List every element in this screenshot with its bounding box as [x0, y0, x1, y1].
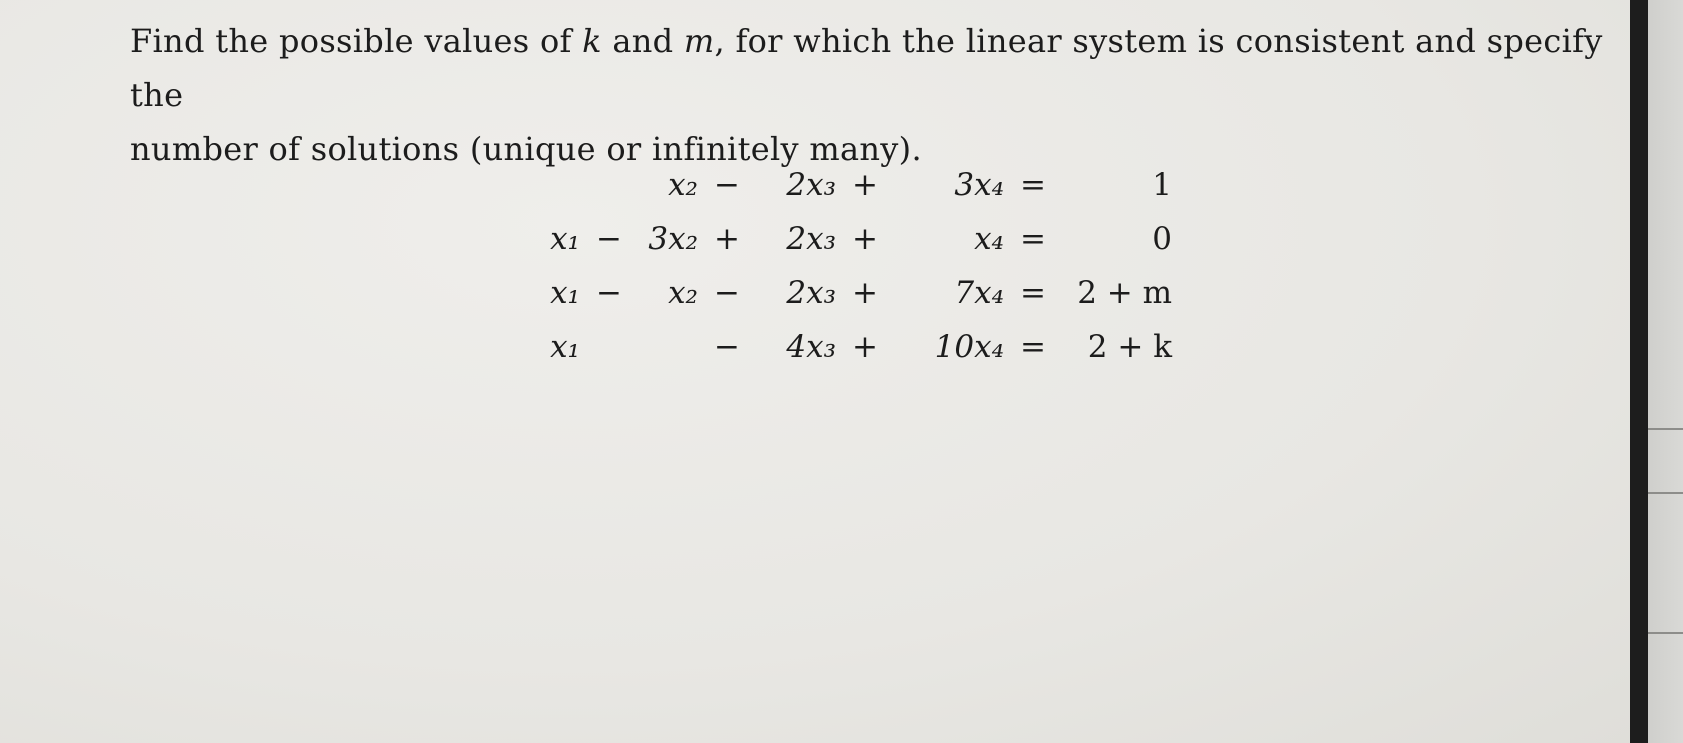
operator: +: [852, 329, 878, 365]
term-x1: [530, 158, 580, 212]
problem-statement: [130, 14, 1610, 176]
term-x4: x₄: [974, 221, 1004, 257]
right-hand-side: 2 + m: [1077, 275, 1172, 311]
term-x3: 4x₃: [786, 329, 836, 365]
term-x3: 2x₃: [786, 167, 836, 203]
problem-line-1: [130, 14, 1610, 122]
term-x2: x₂: [668, 275, 698, 311]
linear-system: [530, 158, 1172, 374]
edge-mark: [1648, 492, 1683, 494]
term-x3: 2x₃: [786, 275, 836, 311]
term-x3: 2x₃: [786, 221, 836, 257]
equals-sign: =: [1020, 329, 1046, 365]
equation-row: [530, 266, 1172, 320]
term-x4: 7x₄: [954, 275, 1004, 311]
screen-bezel: [1630, 0, 1648, 743]
term-x4: 3x₄: [954, 167, 1004, 203]
problem-text: Find the possible values of: [130, 22, 583, 60]
operator: +: [852, 275, 878, 311]
operator: −: [596, 221, 622, 257]
term-x1: x₁: [550, 275, 580, 311]
term-x1: x₁: [550, 329, 580, 365]
operator: +: [714, 221, 740, 257]
variable-m: m: [683, 22, 715, 60]
equals-sign: =: [1020, 221, 1046, 257]
equation-row: [530, 212, 1172, 266]
right-hand-side: 1: [1152, 167, 1172, 203]
term-x1: x₁: [550, 221, 580, 257]
variable-k: k: [582, 22, 602, 60]
operator: −: [714, 275, 740, 311]
operator: +: [852, 167, 878, 203]
equation-row: [530, 158, 1172, 212]
term-x2: x₂: [668, 167, 698, 203]
equation-row: [530, 320, 1172, 374]
operator: [580, 320, 638, 374]
right-hand-side: 2 + k: [1087, 329, 1172, 365]
operator: −: [596, 275, 622, 311]
term-x2: [638, 320, 698, 374]
edge-mark: [1648, 428, 1683, 430]
term-x4: 10x₄: [934, 329, 1004, 365]
problem-line-2: number of solutions (unique or infinitely many).: [130, 130, 922, 168]
operator: [580, 158, 638, 212]
operator: −: [714, 329, 740, 365]
edge-mark: [1648, 632, 1683, 634]
term-x2: 3x₂: [648, 221, 698, 257]
equals-sign: =: [1020, 275, 1046, 311]
operator: −: [714, 167, 740, 203]
problem-text: and: [601, 22, 684, 60]
problem-text: , for which the linear system is consistent and specify the: [130, 22, 1603, 114]
equals-sign: =: [1020, 167, 1046, 203]
right-hand-side: 0: [1152, 221, 1172, 257]
operator: +: [852, 221, 878, 257]
